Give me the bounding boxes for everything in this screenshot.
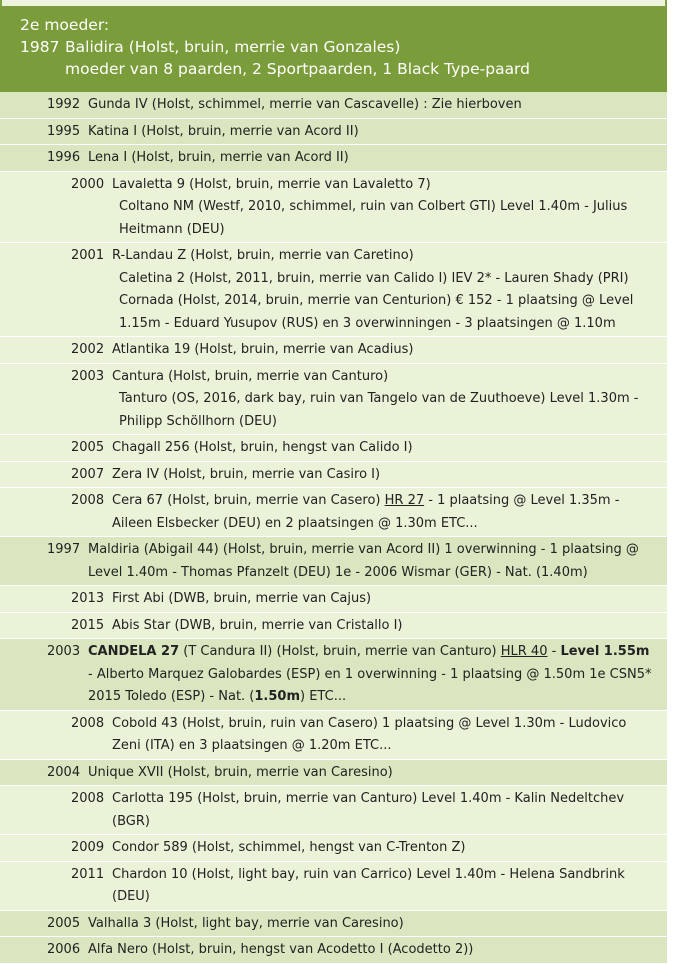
- offspring-row: [0, 639, 667, 711]
- row-text: Katina I (Holst, bruin, merrie van Acord II): [88, 123, 359, 139]
- row-text: First Abi (DWB, bruin, merrie van Cajus): [112, 591, 372, 606]
- grand-offspring: Coltano NM (Westf, 2010, schimmel, ruin van Colbert GTI) Level 1.40m - Julius Heitmann (DEU): [119, 199, 628, 237]
- offspring-row: [0, 145, 667, 172]
- row-text: Cobold 43 (Holst, bruin, ruin van Casero) 1 plaatsing @ Level 1.30m - Ludovico Zeni (ITA) en 3 plaatsingen @ 1.20m ETC...: [112, 715, 627, 753]
- row-text: Cantura (Holst, bruin, merrie van Canturo): [112, 368, 389, 384]
- offspring-row: [0, 337, 667, 364]
- offspring-row: [0, 613, 667, 640]
- row-text: Gunda IV (Holst, schimmel, merrie van Cascavelle) : Zie hierboven: [88, 97, 522, 112]
- header-year: 1987: [20, 38, 60, 56]
- offspring-list: [0, 92, 667, 964]
- row-text: Alfa Nero (Holst, bruin, hengst van Acodetto I (Acodetto 2)): [88, 942, 474, 957]
- row-text-part: (T Candura II) (Holst, bruin, merrie van Canturo): [179, 644, 501, 659]
- row-text: Chagall 256 (Holst, bruin, hengst van Calido I): [112, 440, 413, 455]
- row-year: 2008: [71, 715, 105, 731]
- offspring-row: [0, 937, 667, 964]
- row-year: 2008: [71, 791, 105, 806]
- offspring-row: [0, 488, 667, 537]
- row-year: 2005: [71, 440, 105, 455]
- row-year: 2004: [47, 764, 81, 780]
- grand-offspring: Cornada (Holst, 2014, bruin, merrie van Centurion) € 152 - 1 plaatsing @ Level 1.15m - Eduard Yusupov (RUS) en 3 overwinningen - 3 plaatsingen @ 1.10m: [119, 293, 634, 331]
- row-year: 2003: [47, 644, 81, 659]
- offspring-row: [0, 462, 667, 489]
- row-year: 1996: [47, 150, 81, 165]
- row-text: Maldiria (Abigail 44) (Holst, bruin, merrie van Acord II) 1 overwinning - 1 plaatsing @ Level 1.40m - Thomas Pfanzelt (DEU) 1e - 2006 Wismar (GER) - Nat. (1.40m): [88, 542, 639, 580]
- grand-offspring: Tanturo (OS, 2016, dark bay, ruin van Tangelo van de Zuuthoeve) Level 1.30m - Philipp Schöllhorn (DEU): [119, 391, 639, 429]
- header-summary: moeder van 8 paarden, 2 Sportpaarden, 1 Black Type-paard: [65, 60, 530, 78]
- row-year: 2008: [71, 493, 105, 508]
- offspring-row: [0, 172, 667, 244]
- offspring-row: [0, 119, 667, 146]
- offspring-row: [0, 760, 667, 787]
- row-year: 2009: [71, 840, 105, 855]
- offspring-row: [0, 711, 667, 760]
- row-text: Chardon 10 (Holst, light bay, ruin van Carrico) Level 1.40m - Helena Sandbrink (DEU): [112, 866, 625, 904]
- row-year: 2001: [71, 248, 105, 263]
- offspring-row: [0, 911, 667, 938]
- offspring-row: [0, 364, 667, 436]
- header-horse: Balidira (Holst, bruin, merrie van Gonzales): [65, 38, 401, 56]
- row-year: 1995: [47, 123, 81, 139]
- row-text: [71, 490, 653, 535]
- offspring-row: [0, 435, 667, 462]
- row-text: Lena I (Holst, bruin, merrie van Acord II): [88, 150, 349, 165]
- row-year: 2000: [71, 176, 105, 192]
- row-text-part: - Alberto Marquez Galobardes (ESP) en 1 overwinning - 1 plaatsing @ 1.50m 1e CSN5* 2015 Toledo (ESP) - Nat. (: [88, 666, 652, 704]
- horse-name: CANDELA 27: [88, 644, 180, 659]
- row-text: Condor 589 (Holst, schimmel, hengst van C-Trenton Z): [112, 840, 466, 855]
- row-text: Unique XVII (Holst, bruin, merrie van Caresino): [88, 764, 393, 780]
- offspring-row: [0, 835, 667, 862]
- grand-offspring: Caletina 2 (Holst, 2011, bruin, merrie van Calido I) IEV 2* - Lauren Shady (PRI): [119, 270, 629, 286]
- row-text: Abis Star (DWB, bruin, merrie van Cristallo I): [112, 617, 403, 633]
- offspring-row: [0, 786, 667, 835]
- offspring-row: [0, 586, 667, 613]
- row-year: 2003: [71, 368, 105, 384]
- level-value: Level 1.55m: [560, 644, 650, 659]
- row-year: 2005: [47, 915, 81, 931]
- header-horse-line: [20, 36, 667, 58]
- row-year: 2013: [71, 591, 105, 606]
- row-text: [47, 641, 653, 709]
- dam-header: [0, 6, 667, 92]
- row-text: Carlotta 195 (Holst, bruin, merrie van Canturo) Level 1.40m - Kalin Nedeltchev (BGR): [112, 791, 625, 829]
- row-text-part: -: [547, 644, 561, 659]
- row-year: 2011: [71, 866, 105, 882]
- row-text: Lavaletta 9 (Holst, bruin, merrie van Lavaletto 7): [112, 176, 431, 192]
- row-year: 1997: [47, 542, 81, 557]
- ranking-link[interactable]: HLR 40: [500, 644, 548, 659]
- row-year: 2015: [71, 617, 105, 633]
- ranking-link[interactable]: HR 27: [384, 493, 425, 508]
- row-text: Zera IV (Holst, bruin, merrie van Casiro I): [112, 466, 381, 482]
- offspring-row: [0, 537, 667, 586]
- national-value: 1.50m: [254, 689, 301, 704]
- row-text: Valhalla 3 (Holst, light bay, merrie van Caresino): [88, 915, 404, 931]
- header-title: 2e moeder:: [20, 16, 110, 34]
- row-text-part: Cera 67 (Holst, bruin, merrie van Casero): [112, 493, 385, 508]
- row-year: 2006: [47, 942, 81, 957]
- row-year: 2007: [71, 466, 105, 482]
- row-year: 2002: [71, 342, 105, 357]
- row-year: 1992: [47, 97, 81, 112]
- row-text-part: ) ETC...: [300, 689, 347, 704]
- row-text: Atlantika 19 (Holst, bruin, merrie van Acadius): [112, 342, 414, 357]
- offspring-row: [0, 243, 667, 337]
- offspring-row: [0, 862, 667, 911]
- row-text: R-Landau Z (Holst, bruin, merrie van Caretino): [112, 248, 414, 263]
- offspring-row: [0, 92, 667, 119]
- row-text-part: - 1 plaatsing @ Level 1.35m - Aileen Elsbecker (DEU) en 2 plaatsingen @ 1.30m ETC...: [112, 493, 620, 531]
